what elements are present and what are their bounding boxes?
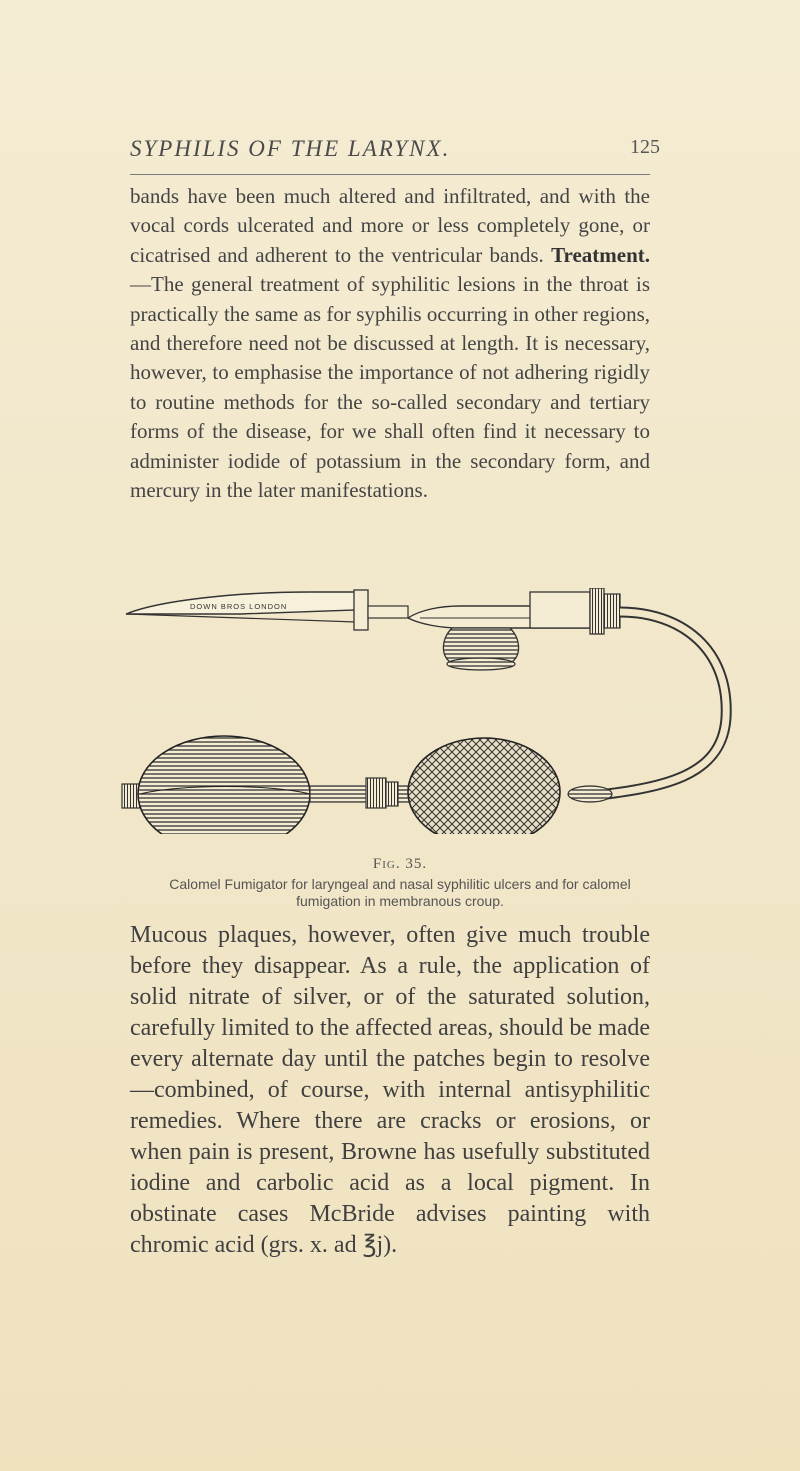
connecting-tube: [310, 778, 410, 808]
paragraph-2: [130, 920, 650, 1261]
paragraph-1-text-b: —The general treatment of syphilitic lesions in the throat is practically the same as for syphilis occurring in other regions, and therefore need not be discussed at length. It is necessary, however, to emphasise the importance of not adhering rigidly to routine methods for the so-called secondary and tertiary forms of the disease, for we shall often find it necessary to administer iodide of potassium in the secondary form, and mercury in the later manifestations.: [130, 272, 650, 503]
page-number: 125: [630, 136, 660, 158]
maker-text: DOWN BROS LONDON: [190, 602, 288, 611]
right-netted-bulb: [408, 738, 612, 834]
left-bulb: [122, 736, 310, 834]
connector-collar: [354, 590, 368, 630]
section-heading-treatment: Treatment.: [551, 242, 651, 267]
figure-caption: Calomel Fumigator for laryngeal and nasal syphilitic ulcers and for calomel fumigation in membranous croup.: [169, 876, 631, 909]
nozzle-tube: [126, 592, 356, 622]
paragraph-1: [130, 182, 650, 505]
fumigator-illustration: [120, 588, 740, 834]
header-rule: [130, 174, 650, 175]
paragraph-1-text-a: bands have been much altered and infiltrated, and with the vocal cords ulcerated and more or less completely gone, or cicatrised and adherent to the ventricular bands.: [130, 184, 650, 267]
running-title: SYPHILIS OF THE LARYNX.: [130, 136, 451, 161]
paragraph-2-text: Mucous plaques, however, often give much trouble before they disappear. As a rule, the application of solid nitrate of silver, or of the saturated solution, carefully limited to the affected areas, should be made every alternate day until the patches begin to resolve—combined, of course, with internal antisyphilitic remedies. Where there are cracks or erosions, or when pain is present, Browne has usefully substituted iodine and carbolic acid as a local pigment. In obstinate cases McBride advises painting with chromic acid (grs. x. ad ℥j).: [130, 922, 651, 1258]
rubber-tube: [590, 612, 726, 796]
figure-label: Fig. 35.: [372, 856, 428, 872]
fumigator-chamber: [408, 588, 620, 670]
